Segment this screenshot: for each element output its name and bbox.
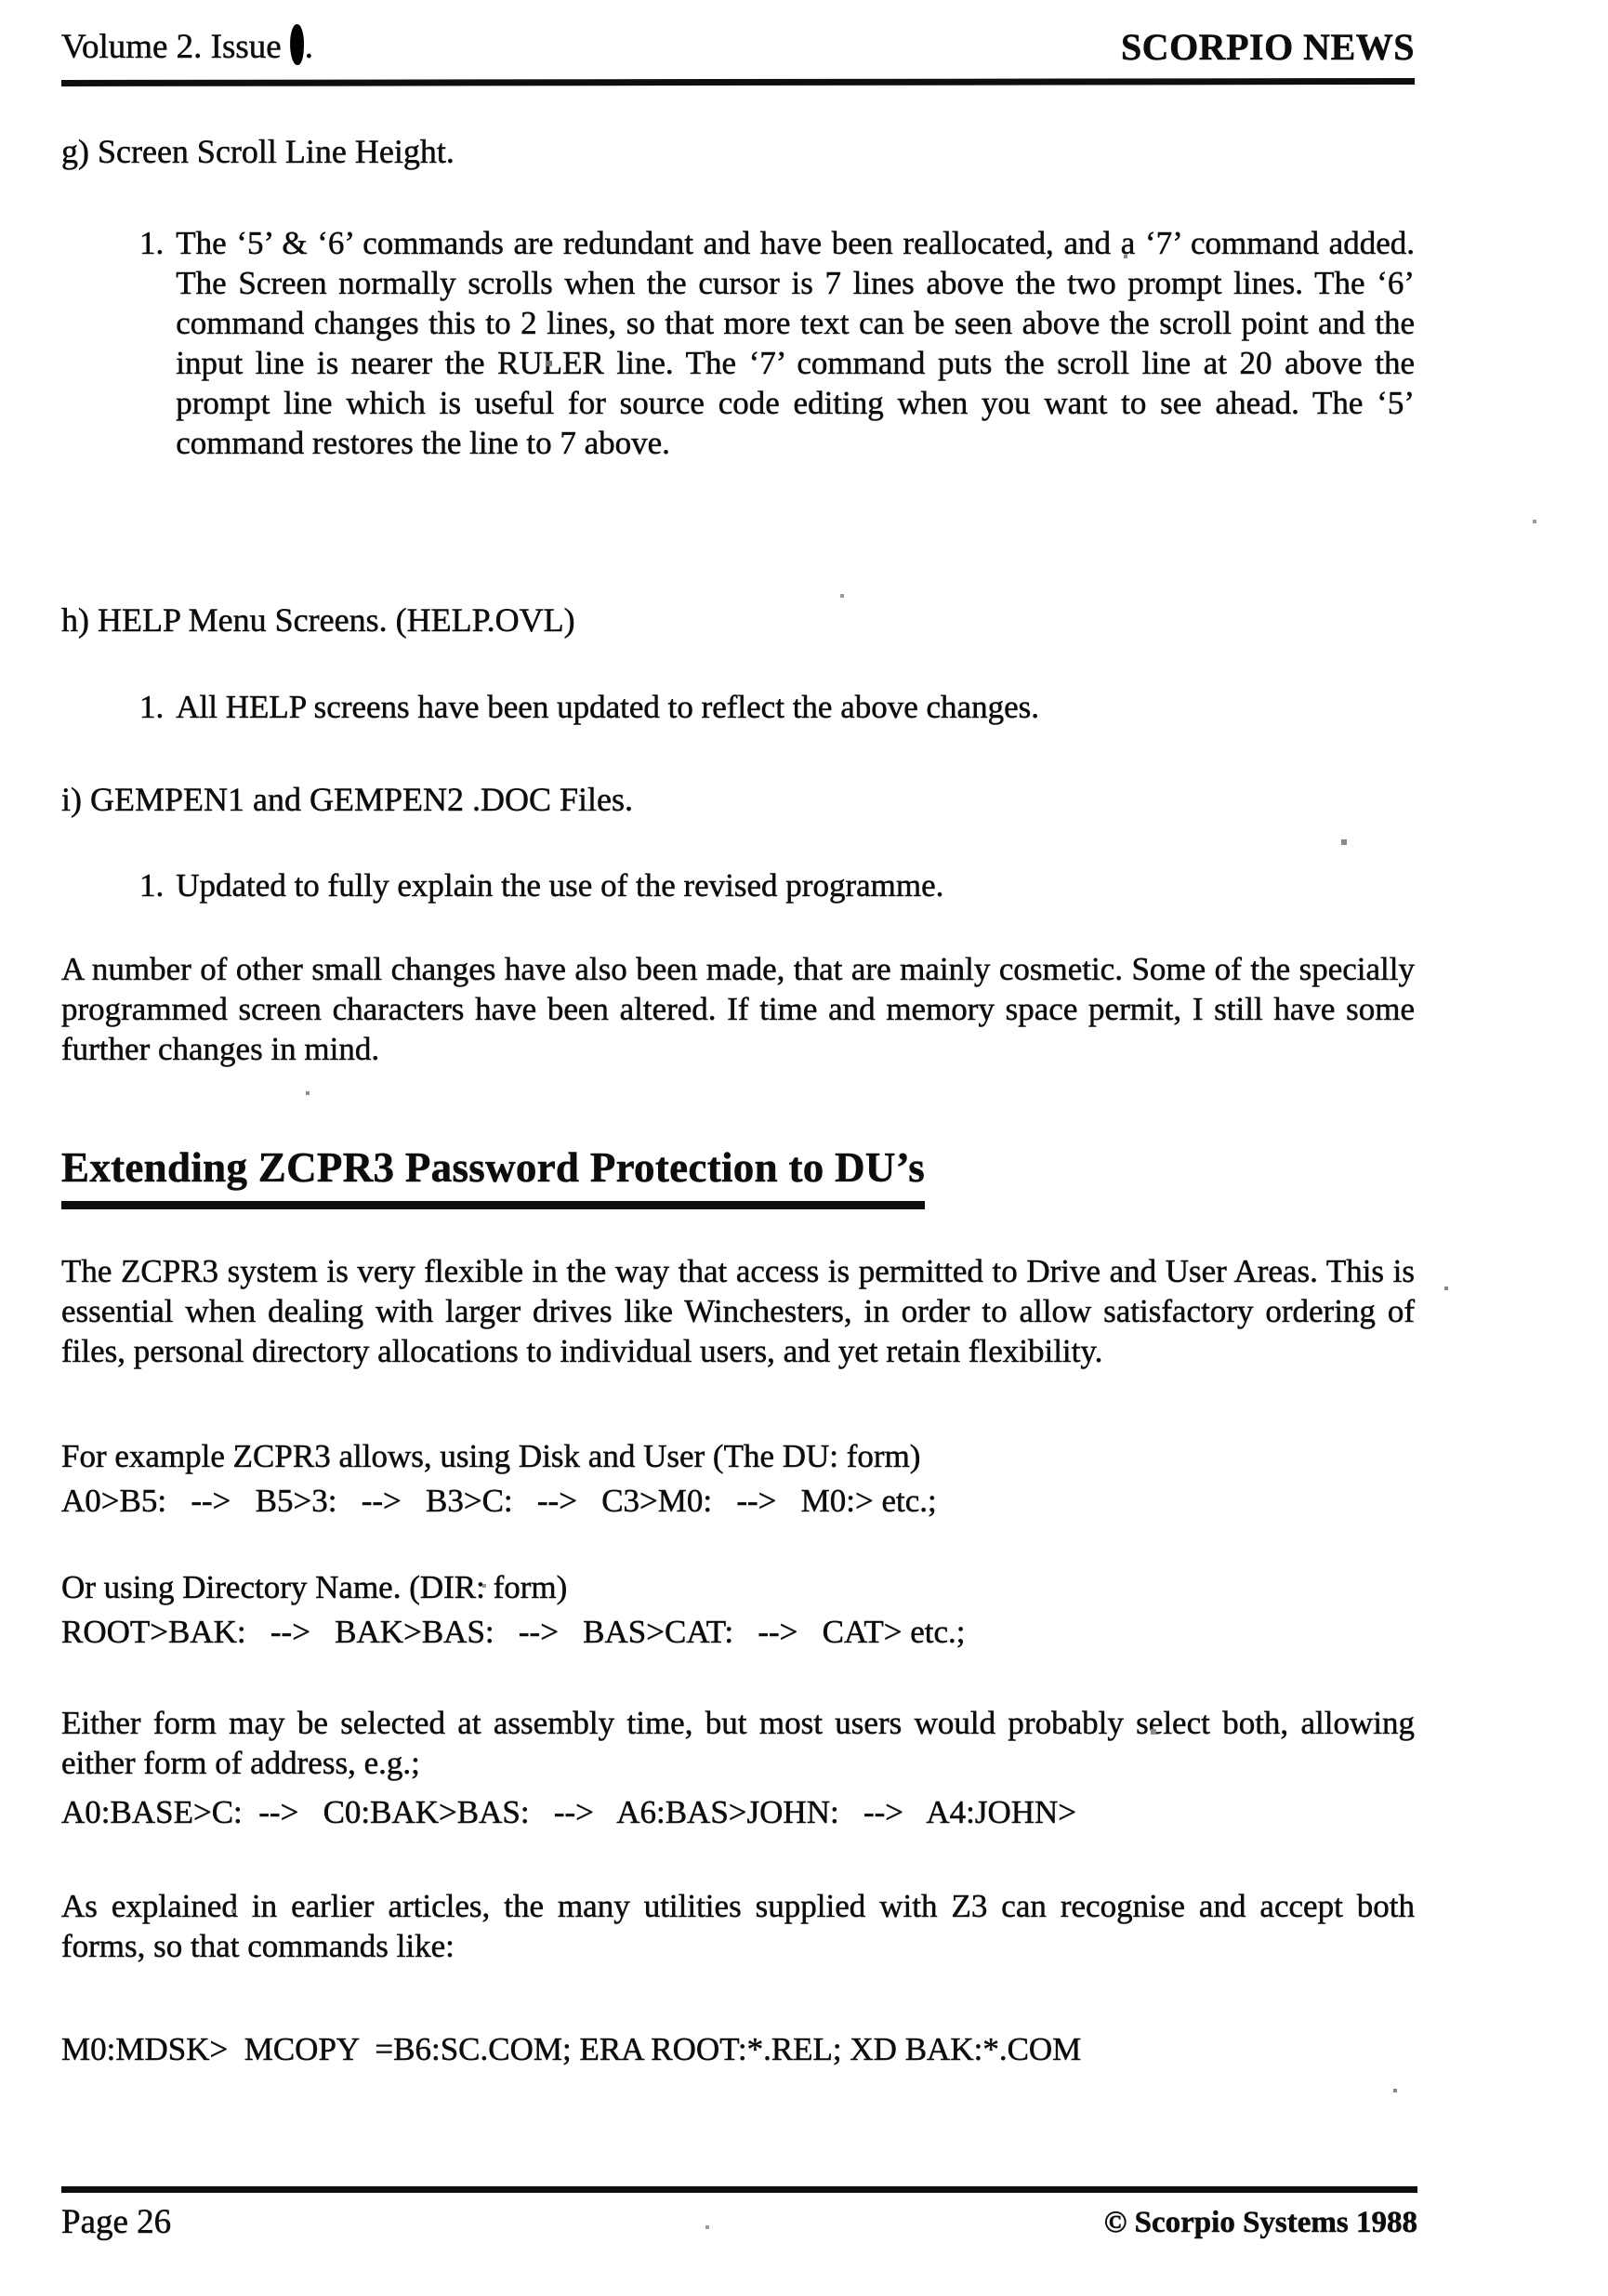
utilities-paragraph: As explained in earlier articles, the many utilities supplied with Z3 can recognise and accept both forms, so that commands like: [61, 1888, 1415, 1964]
section-h-title: h) HELP Menu Screens. (HELP.OVL) [61, 601, 575, 639]
section-g-item-1 [139, 223, 1415, 463]
footer-row [61, 2201, 1417, 2244]
article-title: Extending ZCPR3 Password Protection to DU’s [61, 1143, 925, 1209]
du-example-block [61, 1436, 1415, 1521]
issue-suffix: . [304, 28, 313, 66]
header-volume-issue [61, 24, 313, 70]
du-example-chain: A0>B5: --> B5>3: --> B3>C: --> C3>M0: --> M0:> etc.; [61, 1483, 937, 1519]
item-text: The ‘5’ & ‘6’ commands are redundant and have been reallocated, and a ‘7’ command added. The Screen normally scrolls when the cursor is 7 lines above the two prompt lines. The ‘6’ command changes this to 2 lines, so that more text can be seen above the scroll point and the input line is nearer the RULER line. The ‘7’ command puts the scroll line at 20 above the prompt line which is useful for source code editing when you want to see ahead. The ‘5’ command restores the line to 7 above. [176, 225, 1415, 461]
page-header [61, 24, 1415, 70]
scan-speckles [0, 0, 2, 2]
du-example-label: For example ZCPR3 allows, using Disk and User (The DU: form) [61, 1438, 921, 1474]
copyright-notice: © Scorpio Systems 1988 [1103, 2206, 1417, 2239]
article-heading-wrap [61, 1143, 1415, 1209]
dir-example-label: Or using Directory Name. (DIR: form) [61, 1569, 568, 1605]
article-intro-paragraph: The ZCPR3 system is very flexible in the way that access is permitted to Drive and User Areas. This is essential when dealing with larger drives like Winchesters, in order to allow satisfactory ordering of files, personal directory allocations to individual users, and yet retain flexibility. [61, 1253, 1415, 1369]
header-rule [61, 78, 1415, 86]
section-h-item-1 [139, 687, 1415, 727]
item-number: 1. [139, 225, 165, 261]
section-i-title: i) GEMPEN1 and GEMPEN2 .DOC Files. [61, 781, 634, 818]
item-number: 1. [139, 867, 165, 904]
item-number: 1. [139, 689, 165, 725]
ink-blot [289, 24, 305, 65]
item-text: Updated to fully explain the use of the revised programme. [176, 867, 944, 904]
page-number: Page 26 [61, 2203, 172, 2241]
dir-example-chain: ROOT>BAK: --> BAK>BAS: --> BAS>CAT: --> CAT> etc.; [61, 1614, 966, 1650]
masthead-title: SCORPIO NEWS [1120, 26, 1415, 68]
section-g-title: g) Screen Scroll Line Height. [61, 133, 455, 170]
either-form-paragraph: Either form may be selected at assembly time, but most users would probably select both, allowing either form of address, e.g.; [61, 1705, 1415, 1781]
volume-issue-text: Volume 2. Issue [61, 28, 282, 66]
either-form-chain: A0:BASE>C: --> C0:BAK>BAS: --> A6:BAS>JOHN: --> A4:JOHN> [61, 1794, 1077, 1830]
page-footer [61, 2186, 1417, 2244]
footer-rule [61, 2186, 1417, 2193]
section-i-item-1 [139, 865, 1415, 905]
closing-paragraph: A number of other small changes have also been made, that are mainly cosmetic. Some of the specially programmed screen characters have been altered. If time and memory space permit, I still have some further changes in mind. [61, 951, 1415, 1067]
command-example: M0:MDSK> MCOPY =B6:SC.COM; ERA ROOT:*.REL; XD BAK:*.COM [61, 2031, 1082, 2067]
dir-example-block [61, 1567, 1415, 1652]
item-text: All HELP screens have been updated to reflect the above changes. [176, 689, 1039, 725]
